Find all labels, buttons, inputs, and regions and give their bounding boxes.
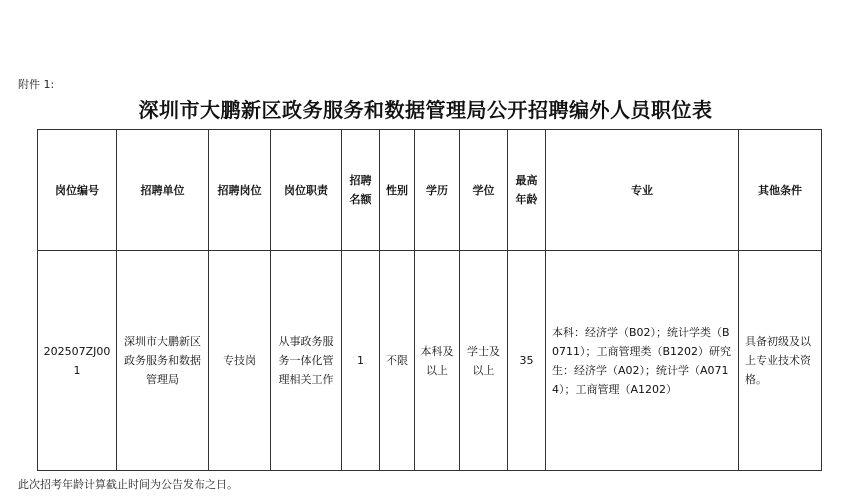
attachment-label: 附件 1: — [18, 78, 55, 91]
header-unit: 招聘单位 — [117, 130, 209, 251]
cell-education: 本科及以上 — [415, 251, 460, 471]
header-major: 专业 — [546, 130, 739, 251]
page-title: 深圳市大鹏新区政务服务和数据管理局公开招聘编外人员职位表 — [138, 98, 713, 122]
header-quota-line-1: 招聘 — [349, 174, 372, 187]
cell-other: 具备初级及以上专业技术资格。 — [739, 251, 822, 471]
cell-quota: 1 — [342, 251, 380, 471]
header-max-age-line-1: 最高 — [515, 174, 538, 187]
footnote: 此次招考年龄计算截止时间为公告发布之日。 — [18, 478, 238, 491]
table-row — [38, 251, 822, 471]
header-quota — [342, 130, 380, 251]
header-position: 招聘岗位 — [209, 130, 271, 251]
cell-unit: 深圳市大鹏新区政务服务和数据管理局 — [117, 251, 209, 471]
header-other: 其他条件 — [739, 130, 822, 251]
positions-table — [37, 129, 822, 471]
header-quota-line-2: 名额 — [349, 193, 372, 206]
cell-position-code: 202507ZJ001 — [38, 251, 117, 471]
header-gender: 性别 — [380, 130, 415, 251]
header-duties: 岗位职责 — [271, 130, 342, 251]
header-degree: 学位 — [460, 130, 508, 251]
cell-duties: 从事政务服务一体化管理相关工作 — [271, 251, 342, 471]
cell-degree: 学士及以上 — [460, 251, 508, 471]
table-header-row — [38, 130, 822, 251]
cell-max-age: 35 — [508, 251, 546, 471]
header-max-age-line-2: 年龄 — [515, 193, 538, 206]
cell-gender: 不限 — [380, 251, 415, 471]
cell-major: 本科：经济学（B02）；统计学类（B0711）；工商管理类（B1202）研究生：经济学（A02）；统计学（A0714）；工商管理（A1202） — [546, 251, 739, 471]
cell-position: 专技岗 — [209, 251, 271, 471]
header-position-code: 岗位编号 — [38, 130, 117, 251]
header-education: 学历 — [415, 130, 460, 251]
header-max-age — [508, 130, 546, 251]
